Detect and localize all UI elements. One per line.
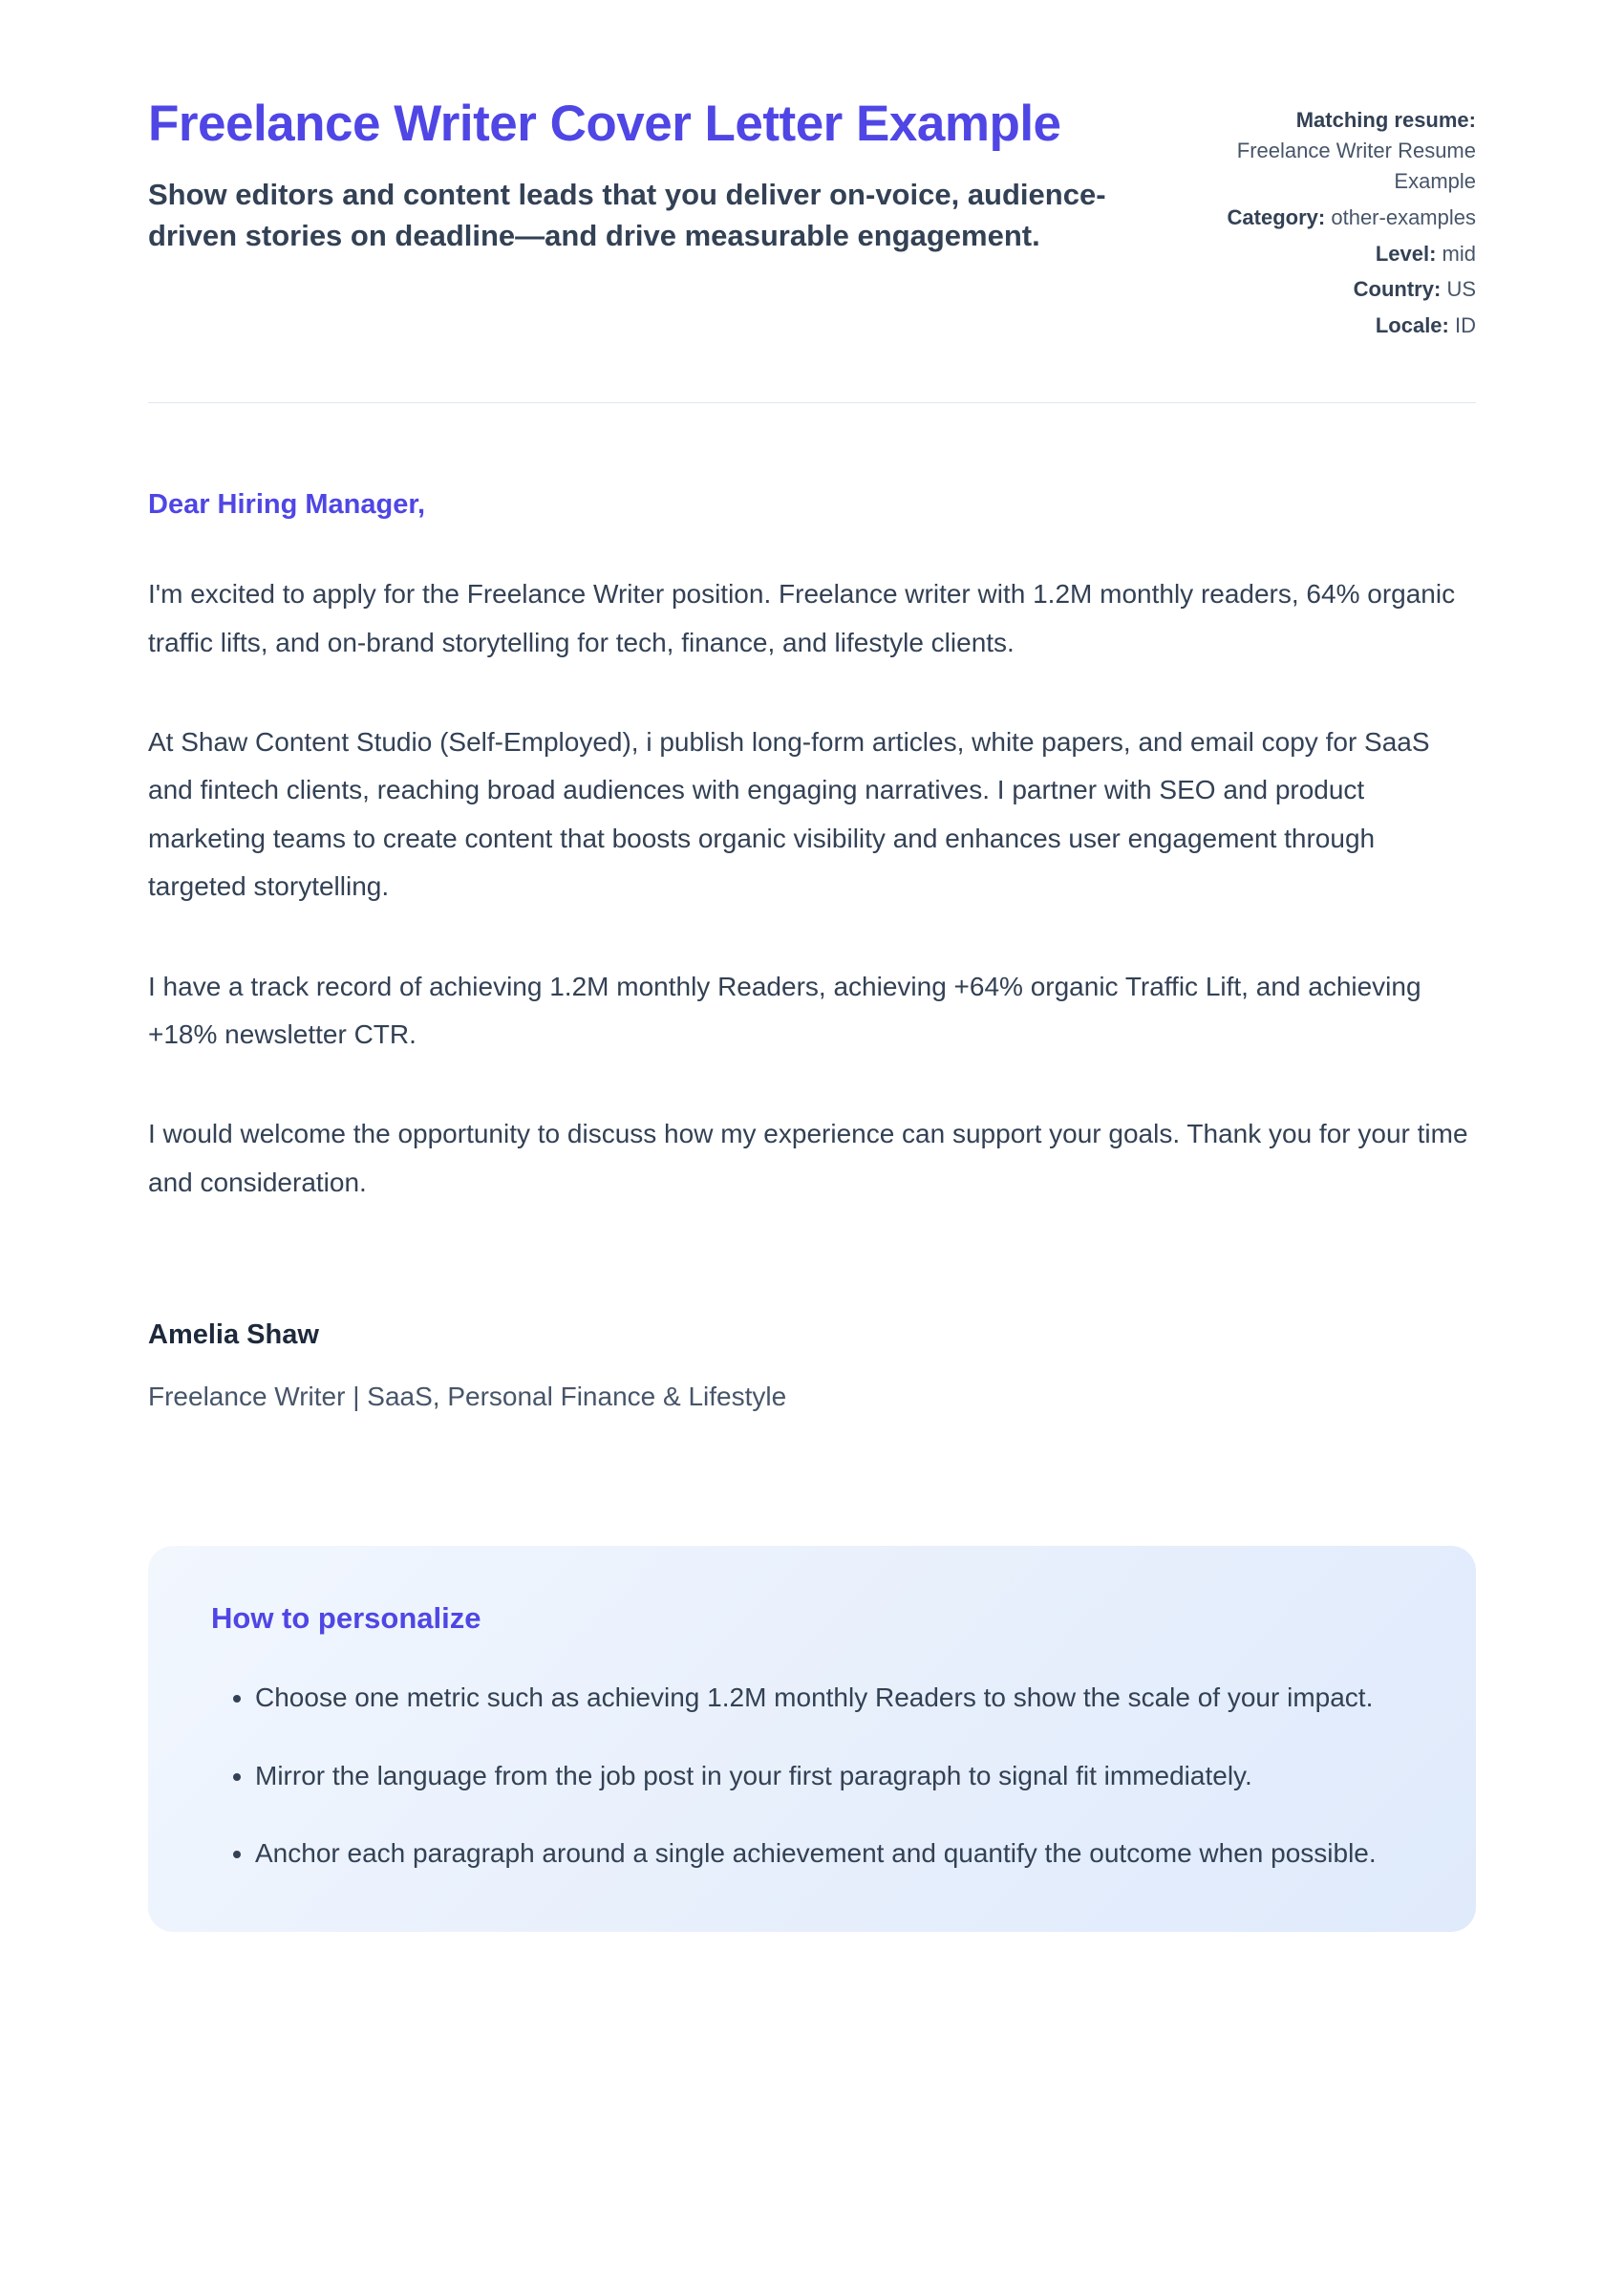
letter-paragraph: I'm excited to apply for the Freelance Writer position. Freelance writer with 1.2M monthly readers, 64% organic traffic lifts, and on-brand storytelling for tech, finance, and lifestyle clients. (148, 579, 1456, 657)
page-subtitle: Show editors and content leads that you deliver on-voice, audience-driven stories on deadline—and drive measurable engagement. (148, 178, 1106, 253)
letter-greeting: Dear Hiring Manager, (148, 489, 426, 521)
meta-row-level (1218, 239, 1476, 269)
meta-label: Matching resume: (1295, 108, 1476, 132)
meta-value: other-examples (1331, 204, 1476, 229)
tip-item (255, 1832, 1413, 1875)
meta-row-matching-resume (1218, 105, 1476, 197)
tip-item-text: Anchor each paragraph around a single achievement and quantify the outcome when possible. (255, 1837, 1377, 1868)
meta-label: Country: (1353, 277, 1442, 302)
meta-value: Freelance Writer Resume Example (1236, 138, 1476, 193)
header (148, 96, 1476, 347)
tip-item-text: Mirror the language from the job post in your first paragraph to signal fit immediately. (255, 1760, 1252, 1790)
tips-list (211, 1676, 1413, 1875)
meta-label: Level: (1375, 241, 1437, 266)
meta-panel (1218, 96, 1476, 347)
personalization-tips-box (148, 1546, 1476, 1932)
page-title: Freelance Writer Cover Letter Example (148, 96, 1061, 152)
meta-row-locale (1218, 311, 1476, 341)
tip-item (255, 1754, 1413, 1797)
signature-title: Freelance Writer | SaaS, Personal Finance & Lifestyle (148, 1382, 787, 1412)
letter-paragraph: At Shaw Content Studio (Self-Employed), i publish long-form articles, white papers, and email copy for SaaS and fintech clients, reaching broad audiences with engaging narratives. I partner with SEO and product marketing teams to create content that boosts organic visibility and enhances user engagement through targeted storytelling. (148, 727, 1430, 902)
meta-value: mid (1442, 241, 1476, 266)
tip-item-text: Choose one metric such as achieving 1.2M monthly Readers to show the scale of your impact. (255, 1682, 1374, 1713)
meta-label: Category: (1227, 204, 1326, 229)
meta-value: US (1446, 277, 1476, 302)
cover-letter-body (148, 489, 1476, 1412)
meta-row-country (1218, 274, 1476, 305)
meta-label: Locale: (1375, 313, 1449, 338)
tip-item (255, 1676, 1413, 1719)
letter-paragraph: I have a track record of achieving 1.2M monthly Readers, achieving +64% organic Traffic Lift, and achieving +18% newsletter CTR. (148, 971, 1421, 1049)
letter-paragraph: I would welcome the opportunity to discuss how my experience can support your goals. Thank you for your time and consideration. (148, 1119, 1468, 1197)
tips-heading: How to personalize (211, 1601, 481, 1636)
signature-name: Amelia Shaw (148, 1319, 319, 1351)
meta-row-category (1218, 203, 1476, 233)
meta-value: ID (1455, 313, 1476, 338)
header-divider (148, 402, 1476, 403)
title-block (148, 96, 1161, 257)
